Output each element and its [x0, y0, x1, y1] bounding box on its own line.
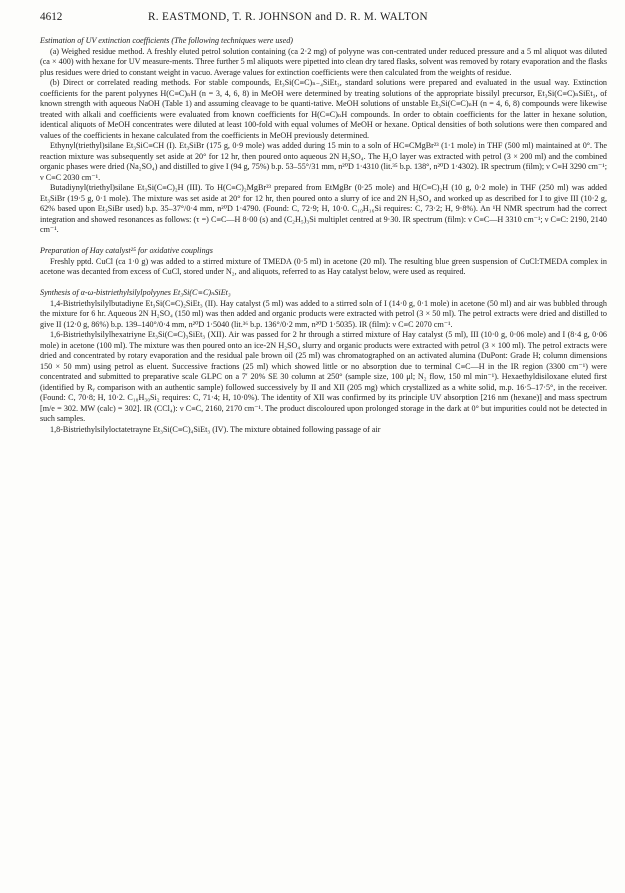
paragraph: 1,6-Bistriethylsilylhexatriyne Et₃Si(C≡C)₃SiEt₃ (XII). Air was passed for 2 hr through a stirred mixture of Hay catalyst (5 ml), III (10·0 g, 0·06 mole) and I (8·4 g, 0·06 mole) in acetone (100 ml). The mixture was then poured onto an ice-2N H₂SO₄ slurry and organic products were extracted with petrol (3 × 100 ml). The petrol extracts were dried and concentrated by rotary evaporation and the residual pale brown oil (25 ml) was chromatographed on an activated alumina (DuPont: Grade H; column dimensions 150 × 50 mm) using petrol as eluent. Successive fractions (25 ml) which showed little or no absorption due to terminal C≡C—H in the IR region (3300 cm⁻¹) were concentrated and submitted to preparative scale GLPC on a 7′ 20% SE 30 column at 250° (sample size, 100 μl; N₂ flow, 150 ml min⁻¹). Hexaethyldisiloxane eluted first (identified by Rᵧ comparison with an authentic sample) followed successively by II and XII (205 mg) which crystallized as a white solid, m.p. 16·5–17·5°, in the receiver. (Found: C, 70·8; H, 10·2. C₁₈H₃₀Si₂ requires: C, 71·4; H, 10·0%). The identity of XII was confirmed by its principle UV absorption [216 nm (hexane)] and mass spectrum [m/e = 302. MW (calc) = 302]. IR (CCl₄): ν C≡C, 2160, 2170 cm⁻¹. The product discoloured upon prolonged storage in the dark at 0° but impurities could not be detected in such samples.: [40, 330, 607, 423]
paragraph: Butadiynyl(triethyl)silane Et₃Si(C≡C)₂H (III). To H(C≡C)₂MgBr²³ prepared from EtMgBr (0·25 mole) and H(C≡C)₂H (10 g, 0·2 mole) in THF (250 ml) was added Et₃SiBr (19·5 g, 0·1 mole). The mixture was set aside at 20° for 12 hr, then poured onto a slurry of ice and 2N H₂SO₄ and worked up as described for I to give III (10·2 g, 62% based upon Et₃SiBr used) b.p. 35–37°/0·4 mm, n²⁰D 1·4790. (Found: C, 72·9; H, 10·0. C₁₀H₁₆Si requires: C, 73·2; H, 9·8%). An ¹H NMR spectrum had the correct integration and showed resonances as follows: (τ =) C≡C—H 8·00 (s) and (C₂H₅)₃Si multiplet centred at 9·30. IR spectrum (film): ν C≡C—H 3310 cm⁻¹; ν C≡C: 2190, 2140 cm⁻¹.: [40, 183, 607, 234]
section-heading: Synthesis of α-ω-bistriethylsilylpolyynes Et₃Si(C≡C)ₙSiEt₃: [40, 288, 231, 297]
page-number: 4612: [40, 11, 63, 23]
paragraph: 1,4-Bistriethylsilylbutadiyne Et₃Si(C≡C)₂SiEt₃ (II). Hay catalyst (5 ml) was added to a stirred soln of I (14·0 g, 0·1 mole) in acetone (50 ml) and air was bubbled through the mixture for 6 hr. Aqueous 2N H₂SO₄ (150 ml) was then added and organic products were extracted with petrol (3 × 50 ml). The petrol extracts were dried and distilled to give II (12·0 g, 86%) b.p. 139–140°/0·4 mm, n²⁰D 1·5040 (lit.³⁶ b.p. 136°/0·2 mm, n²⁰D 1·5035). IR (film): ν C≡C 2070 cm⁻¹.: [40, 298, 607, 329]
paragraph: Freshly pptd. CuCl (ca 1·0 g) was added to a stirred mixture of TMEDA (0·5 ml) in acetone (20 ml). The resulting blue green suspension of CuCl:TMEDA complex in acetone was decanted from excess of CuCl, stored under N₂, and aliquots, referred to as Hay catalyst below, were used as required.: [40, 256, 607, 276]
paragraph: Ethynyl(triethyl)silane Et₃SiC≡CH (I). Et₃SiBr (175 g, 0·9 mole) was added during 15 min to a soln of HC≡CMgBr²³ (1·1 mole) in THF (500 ml) maintained at 0°. The reaction mixture was subsequently set aside at 20° for 12 hr, then poured onto aqueous 2N H₂SO₄. The H₂O layer was extracted with petrol (3 × 200 ml) and the combined organic phases were dried (Na₂SO₄) and distilled to give I (94 g, 75%) b.p. 53–55°/31 mm, n²⁰D 1·4310 (lit.³⁵ b.p. 138°, n²⁰D 1·4302). IR spectrum (film); ν C≡H 3290 cm⁻¹; ν C≡C 2030 cm⁻¹.: [40, 141, 607, 182]
section-heading: Estimation of UV extinction coefficients (The following techniques were used): [40, 36, 293, 45]
paragraph: 1,8-Bistriethylsilyloctatetrayne Et₃Si(C≡C)₄SiEt₃ (IV). The mixture obtained following passage of air: [50, 424, 381, 434]
body-text: [40, 36, 607, 435]
page-header: [40, 10, 605, 24]
running-authors: R. EASTMOND, T. R. JOHNSON and D. R. M. WALTON: [148, 11, 428, 23]
paragraph-gap: [40, 278, 607, 289]
paragraph: (b) Direct or correlated reading methods. For stable compounds, Et₃Si(C≡C)ₙ₋₄SiEt₃, standard solutions were prepared and evaluated in the usual way. Extinction coefficients for the parent polyynes H(C≡C)ₙH (n = 3, 4, 6, 8) in MeOH were determined by treating solutions of the appropriate bissilyl precursor, Et₃Si(C≡C)ₙSiEt₃, of known strength with aqueous NaOH (Table 1) and assuming cleavage to be quanti-tative. MeOH solutions of unstable Et₃Si(C≡C)ₙH (n = 4, 6, 8) compounds were likewise treated with alkali and coefficients were evaluated from known coefficients for H(C≡C)ₙH compounds. In order to obtain coefficients for the latter in hexane solution, identical aliquots of MeOH concentrates were diluted at least 100-fold with equal volumes of MeOH or hexane. Optical densities of both solutions were then compared and values of the coefficients in hexane calculated from the coefficients in MeOH previously determined.: [40, 78, 607, 140]
section-heading: Preparation of Hay catalyst²⁵ for oxidative couplings: [40, 246, 213, 255]
paragraph-gap: [40, 236, 607, 247]
paragraph: (a) Weighed residue method. A freshly eluted petrol solution containing (ca 2·2 mg) of polyyne was con-centrated under reduced pressure and a 5 ml aliquot was diluted (ca × 400) with hexane for UV measure-ments. Three further 5 ml aliquots were pipetted into clean dry tared flasks, solvent was removed by rotary evaporation and the flasks plus residues were dried to constant weight in vacuo. Average values for extinction coefficients were then calculated from the weights of residue.: [40, 46, 607, 77]
